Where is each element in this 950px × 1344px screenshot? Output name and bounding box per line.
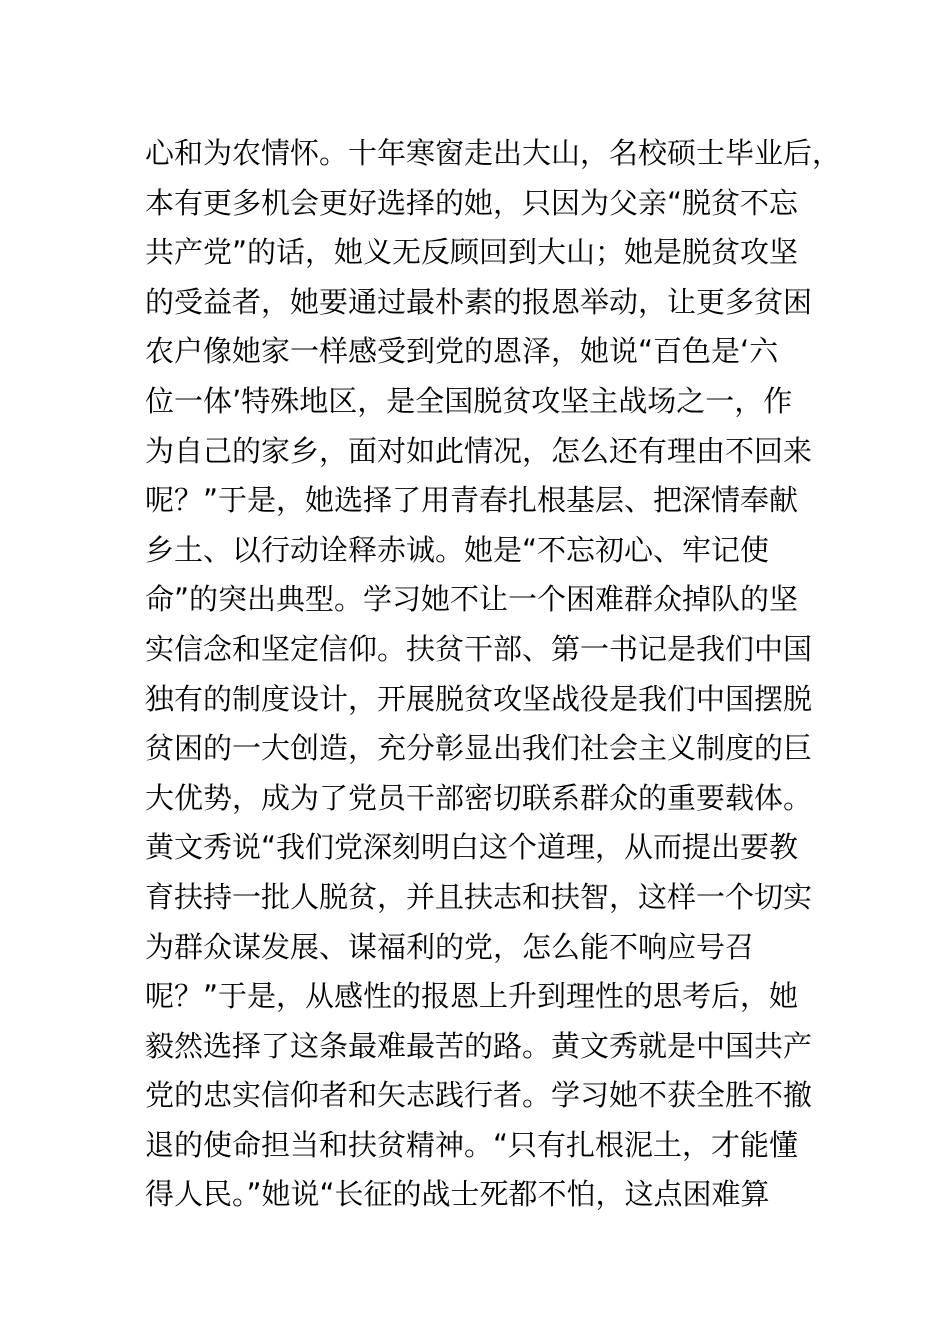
text-line: 呢？”于是，从感性的报恩上升到理性的思考后，她 [145,979,799,1014]
text-line: 呢？”于是，她选择了用青春扎根基层、把深情奉献 [145,483,799,518]
text-line: 大优势，成为了党员干部密切联系群众的重要载体。 [145,780,813,815]
text-line: 农户像她家一样感受到党的恩泽，她说“百色是‘六 [145,334,779,369]
text-line: 毅然选择了这条最难最苦的路。黄文秀就是中国共产 [145,1028,813,1063]
text-line: 的受益者，她要通过最朴素的报恩举动，让更多贫困 [145,284,813,319]
text-line: 心和为农情怀。十年寒窗走出大山，名校硕士毕业后， [145,136,842,170]
text-line: 退的使命担当和扶贫精神。“只有扎根泥土，才能懂 [145,1127,799,1162]
text-line: 得人民。”她说“长征的战士死都不怕，这点困难算 [145,1177,770,1212]
text-line: 为自己的家乡，面对如此情况，怎么还有理由不回来 [145,433,813,468]
text-line: 贫困的一大创造，充分彰显出我们社会主义制度的巨 [145,731,813,766]
text-line: 实信念和坚定信仰。扶贫干部、第一书记是我们中国 [145,631,813,666]
text-line: 为群众谋发展、谋福利的党，怎么能不响应号召 [145,929,755,964]
text-line: 位一体’特殊地区，是全国脱贫攻坚主战场之一，作 [145,383,793,418]
text-line: 本有更多机会更好选择的她，只因为父亲“脱贫不忘 [145,185,799,220]
text-line: 育扶持一批人脱贫，并且扶志和扶智，这样一个切实 [145,879,813,914]
text-line: 独有的制度设计，开展脱贫攻坚战役是我们中国摆脱 [145,681,813,716]
text-line: 共产党”的话，她义无反顾回到大山；她是脱贫攻坚 [145,235,799,270]
text-line: 黄文秀说“我们党深刻明白这个道理，从而提出要教 [145,830,799,865]
body-text [145,129,845,1220]
text-line: 命”的突出典型。学习她不让一个困难群众掉队的坚 [145,582,799,617]
text-line: 乡土、以行动诠释赤诚。她是“不忘初心、牢记使 [145,532,770,567]
text-line: 党的忠实信仰者和矢志践行者。学习她不获全胜不撤 [145,1078,813,1113]
